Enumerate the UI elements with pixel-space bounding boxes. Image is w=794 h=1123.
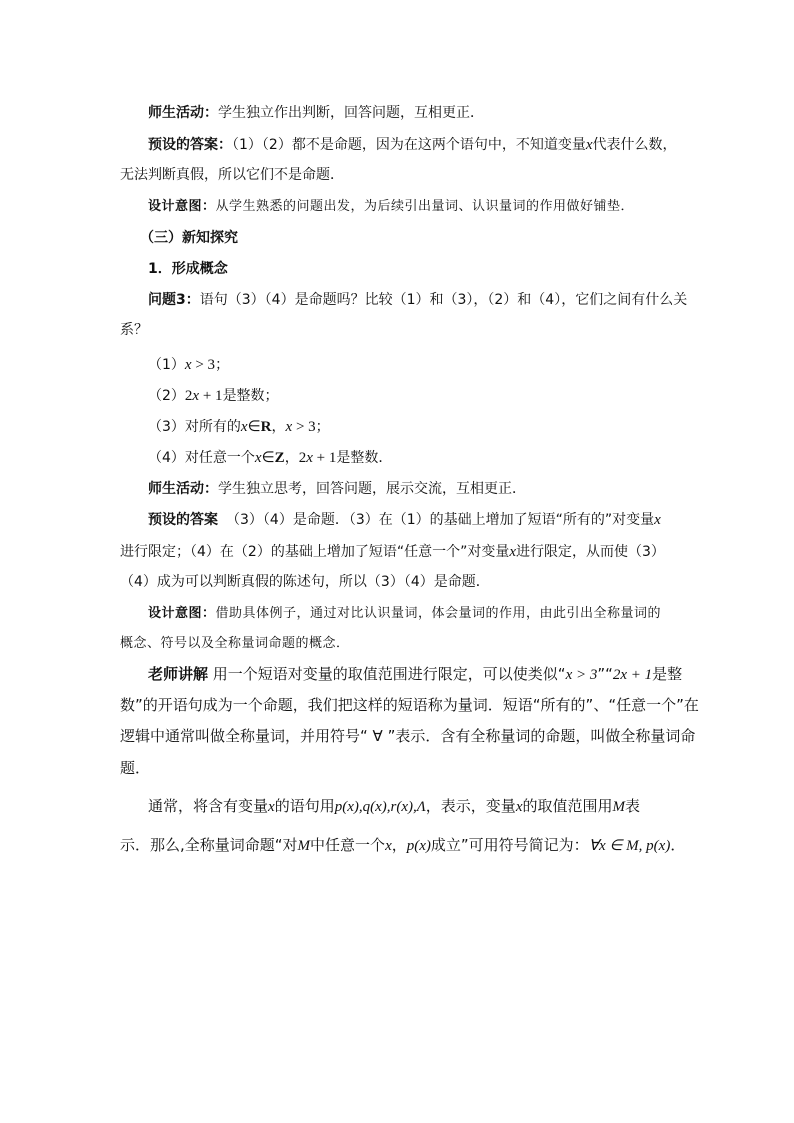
intent-label: 设计意图： bbox=[148, 606, 216, 621]
answer-label: 预设的答案 bbox=[148, 512, 218, 528]
statement-4: （4）对任意一个x∈Z，2x + 1是整数． bbox=[148, 450, 393, 466]
teacher-explanation-line4: 题． bbox=[120, 759, 151, 777]
preset-answer-1-cont: 无法判断真假，所以它们不是命题． bbox=[120, 167, 344, 183]
teacher-explanation-line2: 数”的开语句成为一个命题，我们把这样的短语称为量词．短语“所有的”、“任意一个”在 bbox=[120, 696, 699, 714]
teacher-student-activity-2: 师生活动：学生独立思考，回答问题，展示交流，互相更正． bbox=[148, 481, 526, 497]
notation-paragraph: 通常，将含有变量x的语句用p(x),q(x),r(x),Λ，表示，变量x的取值范围用M表 bbox=[148, 797, 641, 815]
teacher-explanation: 老师讲解 用一个短语对变量的取值范围进行限定，可以使类似“x > 3”“2x + 1是整 bbox=[148, 665, 683, 683]
design-intent-1: 设计意图：从学生熟悉的问题出发，为后续引出量词、认识量词的作用做好铺垫． bbox=[148, 199, 635, 214]
activity-label: 师生活动： bbox=[148, 105, 218, 121]
preset-answer-2-line2: 进行限定；（4）在（2）的基础上增加了短语“任意一个”对变量x进行限定，从而使（3） bbox=[120, 544, 665, 560]
explanation-label: 老师讲解 bbox=[148, 665, 209, 683]
section-heading-3: （三）新知探究 bbox=[140, 230, 238, 246]
notation-paragraph-line2: 示．那么,全称量词命题“对M中任意一个x，p(x)成立”可用符号简记为：∀x ∈ M, p(x)． bbox=[120, 836, 686, 854]
preset-answer-1: 预设的答案：（1）（2）都不是命题，因为在这两个语句中，不知道变量x代表什么数， bbox=[148, 137, 677, 153]
statement-3: （3）对所有的x∈R，x > 3； bbox=[148, 419, 330, 435]
preset-answer-2-line3: （4）成为可以判断真假的陈述句，所以（3）（4）是命题． bbox=[120, 574, 490, 590]
answer-label: 预设的答案： bbox=[148, 137, 232, 153]
question-3-cont: 系？ bbox=[120, 322, 148, 338]
statement-1: （1）x > 3； bbox=[148, 357, 230, 373]
question-3: 问题3：语句（3）（4）是命题吗？比较（1）和（3），（2）和（4），它们之间有什么关 bbox=[148, 292, 688, 308]
question-label: 问题3： bbox=[148, 292, 200, 308]
preset-answer-2: 预设的答案 （3）（4）是命题．（3）在（1）的基础上增加了短语“所有的”对变量x bbox=[148, 512, 661, 528]
design-intent-2-cont: 概念、符号以及全称量词命题的概念． bbox=[120, 636, 350, 651]
design-intent-2: 设计意图：借助具体例子，通过对比认识量词，体会量词的作用，由此引出全称量词的 bbox=[148, 606, 662, 621]
teacher-explanation-line3: 逻辑中通常叫做全称量词，并用符号“ ∀ ”表示．含有全称量词的命题，叫做全称量词命 bbox=[120, 727, 696, 745]
intent-label: 设计意图： bbox=[148, 199, 216, 214]
statement-2: （2）2x + 1是整数； bbox=[148, 388, 279, 404]
teacher-student-activity-1: 师生活动：学生独立作出判断，回答问题，互相更正． bbox=[148, 105, 484, 121]
subsection-heading-1: 1．形成概念 bbox=[148, 261, 228, 277]
activity-label: 师生活动： bbox=[148, 481, 218, 497]
